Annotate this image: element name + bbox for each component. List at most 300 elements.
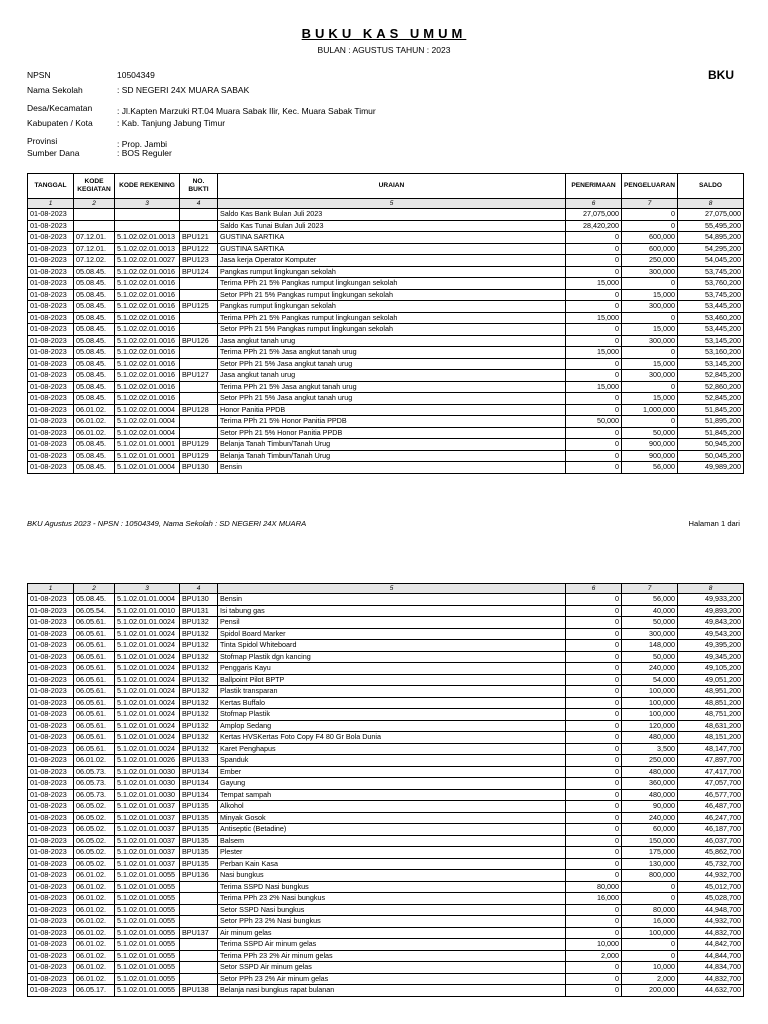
receipt-no-cell: BPU137 — [180, 927, 218, 939]
description-cell: Nasi bungkus — [218, 870, 566, 882]
account-code-cell: 5.1.02.01.01.0024 — [115, 663, 180, 675]
receipt-amount-cell: 0 — [566, 812, 622, 824]
date-cell: 01-08-2023 — [28, 628, 74, 640]
receipt-no-cell — [180, 950, 218, 962]
balance-cell: 51,895,200 — [678, 416, 744, 428]
description-cell: Air minum gelas — [218, 927, 566, 939]
balance-cell: 44,832,700 — [678, 927, 744, 939]
expense-amount-cell: 15,000 — [622, 324, 678, 336]
receipt-no-cell: BPU132 — [180, 709, 218, 721]
balance-cell: 44,932,700 — [678, 870, 744, 882]
description-cell: Belanja nasi bungkus rapat bulanan — [218, 985, 566, 997]
table-row — [28, 893, 744, 905]
activity-code-cell: 05.08.45. — [74, 347, 115, 359]
account-code-cell: 5.1.02.02.01.0016 — [115, 347, 180, 359]
receipt-no-cell — [180, 916, 218, 928]
activity-code-cell: 06.05.61. — [74, 651, 115, 663]
account-code-cell: 5.1.02.02.01.0013 — [115, 232, 180, 244]
date-cell: 01-08-2023 — [28, 416, 74, 428]
description-cell: Spidol Board Marker — [218, 628, 566, 640]
receipt-no-cell — [180, 973, 218, 985]
table-row — [28, 732, 744, 744]
activity-code-cell: 06.01.02. — [74, 416, 115, 428]
description-cell: Stofmap Plastik dgn kancing — [218, 651, 566, 663]
description-cell: Setor SSPD Air minum gelas — [218, 962, 566, 974]
balance-cell: 51,845,200 — [678, 427, 744, 439]
date-cell: 01-08-2023 — [28, 858, 74, 870]
receipt-no-cell — [180, 427, 218, 439]
receipt-amount-cell: 0 — [566, 370, 622, 382]
balance-cell: 49,105,200 — [678, 663, 744, 675]
activity-code-cell: 06.05.73. — [74, 766, 115, 778]
date-cell: 01-08-2023 — [28, 301, 74, 313]
date-cell: 01-08-2023 — [28, 801, 74, 813]
date-cell: 01-08-2023 — [28, 847, 74, 859]
balance-cell: 44,948,700 — [678, 904, 744, 916]
info-value: 10504349 — [117, 70, 155, 80]
activity-code-cell: 06.01.02. — [74, 950, 115, 962]
receipt-amount-cell: 10,000 — [566, 939, 622, 951]
table-row — [28, 266, 744, 278]
description-cell: Terima SSPD Air minum gelas — [218, 939, 566, 951]
page-number: Halaman 1 dari — [688, 519, 740, 528]
account-code-cell: 5.1.02.01.01.0024 — [115, 628, 180, 640]
expense-amount-cell: 50,000 — [622, 427, 678, 439]
table-row — [28, 594, 744, 606]
description-cell: Terima PPh 23 2% Nasi bungkus — [218, 893, 566, 905]
description-cell: Saldo Kas Tunai Bulan Juli 2023 — [218, 220, 566, 232]
balance-cell: 44,832,700 — [678, 973, 744, 985]
description-cell: Bensin — [218, 462, 566, 474]
balance-cell: 49,543,200 — [678, 628, 744, 640]
column-number-row — [28, 584, 744, 594]
expense-amount-cell: 300,000 — [622, 628, 678, 640]
receipt-amount-cell: 0 — [566, 651, 622, 663]
activity-code-cell: 06.05.73. — [74, 778, 115, 790]
receipt-no-cell: BPU132 — [180, 720, 218, 732]
receipt-amount-cell: 0 — [566, 674, 622, 686]
receipt-amount-cell: 0 — [566, 709, 622, 721]
description-cell: Perban Kain Kasa — [218, 858, 566, 870]
receipt-amount-cell: 0 — [566, 628, 622, 640]
account-code-cell: 5.1.02.01.01.0024 — [115, 720, 180, 732]
table-row — [28, 462, 744, 474]
account-code-cell: 5.1.02.01.01.0024 — [115, 686, 180, 698]
receipt-no-cell — [180, 881, 218, 893]
receipt-no-cell: BPU135 — [180, 801, 218, 813]
column-number: 5 — [218, 584, 566, 594]
description-cell: Terima PPh 21 5% Pangkas rumput lingkungan sekolah — [218, 278, 566, 290]
balance-cell: 44,932,700 — [678, 916, 744, 928]
expense-amount-cell: 240,000 — [622, 663, 678, 675]
description-cell: Pensil — [218, 617, 566, 629]
table-row — [28, 450, 744, 462]
expense-amount-cell: 480,000 — [622, 789, 678, 801]
balance-cell: 53,460,200 — [678, 312, 744, 324]
account-code-cell: 5.1.02.02.01.0027 — [115, 255, 180, 267]
account-code-cell: 5.1.02.01.01.0037 — [115, 858, 180, 870]
column-number: 3 — [115, 199, 180, 209]
info-value: : BOS Reguler — [117, 148, 172, 158]
page-title: BUKU KAS UMUM — [301, 26, 467, 41]
balance-cell: 54,295,200 — [678, 243, 744, 255]
receipt-no-cell: BPU132 — [180, 628, 218, 640]
account-code-cell: 5.1.02.01.01.0037 — [115, 801, 180, 813]
receipt-no-cell: BPU134 — [180, 778, 218, 790]
activity-code-cell: 06.05.02. — [74, 812, 115, 824]
activity-code-cell: 06.01.02. — [74, 870, 115, 882]
description-cell: Pangkas rumput lingkungan sekolah — [218, 266, 566, 278]
receipt-amount-cell: 0 — [566, 962, 622, 974]
expense-amount-cell: 2,000 — [622, 973, 678, 985]
account-code-cell: 5.1.02.01.01.0055 — [115, 870, 180, 882]
description-cell: Kertas HVSKertas Foto Copy F4 80 Gr Bola Dunia — [218, 732, 566, 744]
description-cell: Alkohol — [218, 801, 566, 813]
expense-amount-cell: 80,000 — [622, 904, 678, 916]
description-cell: Jasa angkut tanah urug — [218, 335, 566, 347]
activity-code-cell: 05.08.45. — [74, 301, 115, 313]
receipt-no-cell — [180, 893, 218, 905]
activity-code-cell: 05.08.45. — [74, 266, 115, 278]
expense-amount-cell: 300,000 — [622, 301, 678, 313]
receipt-amount-cell: 0 — [566, 801, 622, 813]
column-header: KODE REKENING — [115, 174, 180, 199]
table-row — [28, 778, 744, 790]
date-cell: 01-08-2023 — [28, 220, 74, 232]
table-header-row — [28, 174, 744, 199]
description-cell: Setor PPh 23 2% Nasi bungkus — [218, 916, 566, 928]
receipt-amount-cell: 0 — [566, 766, 622, 778]
balance-cell: 48,851,200 — [678, 697, 744, 709]
activity-code-cell: 06.05.61. — [74, 663, 115, 675]
expense-amount-cell: 148,000 — [622, 640, 678, 652]
balance-cell: 47,057,700 — [678, 778, 744, 790]
activity-code-cell: 06.05.61. — [74, 686, 115, 698]
balance-cell: 54,045,200 — [678, 255, 744, 267]
account-code-cell: 5.1.02.02.01.0016 — [115, 301, 180, 313]
description-cell: Tinta Spidol Whiteboard — [218, 640, 566, 652]
activity-code-cell: 06.05.61. — [74, 720, 115, 732]
receipt-amount-cell: 80,000 — [566, 881, 622, 893]
balance-cell: 53,145,200 — [678, 335, 744, 347]
balance-cell: 52,845,200 — [678, 393, 744, 405]
description-cell: Saldo Kas Bank Bulan Juli 2023 — [218, 209, 566, 221]
activity-code-cell: 05.08.45. — [74, 594, 115, 606]
date-cell: 01-08-2023 — [28, 278, 74, 290]
column-header: URAIAN — [218, 174, 566, 199]
description-cell: Pangkas rumput lingkungan sekolah — [218, 301, 566, 313]
description-cell: Gayung — [218, 778, 566, 790]
receipt-amount-cell: 0 — [566, 927, 622, 939]
activity-code-cell: 06.01.02. — [74, 939, 115, 951]
receipt-no-cell: BPU132 — [180, 732, 218, 744]
activity-code-cell: 05.08.45. — [74, 312, 115, 324]
account-code-cell: 5.1.02.01.01.0055 — [115, 904, 180, 916]
balance-cell: 53,145,200 — [678, 358, 744, 370]
date-cell: 01-08-2023 — [28, 732, 74, 744]
table-row — [28, 255, 744, 267]
receipt-amount-cell: 0 — [566, 324, 622, 336]
date-cell: 01-08-2023 — [28, 893, 74, 905]
table-row — [28, 617, 744, 629]
receipt-no-cell: BPU122 — [180, 243, 218, 255]
activity-code-cell: 06.05.61. — [74, 617, 115, 629]
expense-amount-cell: 100,000 — [622, 927, 678, 939]
description-cell: Bensin — [218, 594, 566, 606]
receipt-amount-cell: 0 — [566, 720, 622, 732]
description-cell: Terima SSPD Nasi bungkus — [218, 881, 566, 893]
account-code-cell: 5.1.02.02.01.0016 — [115, 358, 180, 370]
activity-code-cell: 07.12.01. — [74, 243, 115, 255]
receipt-no-cell — [180, 209, 218, 221]
receipt-no-cell — [180, 220, 218, 232]
account-code-cell: 5.1.02.01.01.0037 — [115, 847, 180, 859]
receipt-no-cell: BPU131 — [180, 605, 218, 617]
ledger-table-page-2 — [27, 583, 744, 997]
expense-amount-cell: 300,000 — [622, 370, 678, 382]
balance-cell: 48,951,200 — [678, 686, 744, 698]
balance-cell: 49,989,200 — [678, 462, 744, 474]
receipt-amount-cell: 0 — [566, 427, 622, 439]
balance-cell: 45,862,700 — [678, 847, 744, 859]
expense-amount-cell: 40,000 — [622, 605, 678, 617]
receipt-amount-cell: 15,000 — [566, 381, 622, 393]
description-cell: Tempat sampah — [218, 789, 566, 801]
expense-amount-cell: 200,000 — [622, 985, 678, 997]
activity-code-cell: 05.08.45. — [74, 393, 115, 405]
description-cell: Karet Penghapus — [218, 743, 566, 755]
activity-code-cell: 06.01.02. — [74, 962, 115, 974]
table-row — [28, 801, 744, 813]
receipt-no-cell: BPU134 — [180, 766, 218, 778]
activity-code-cell: 06.05.54. — [74, 605, 115, 617]
activity-code-cell: 06.05.61. — [74, 709, 115, 721]
expense-amount-cell: 900,000 — [622, 450, 678, 462]
info-label: Kabupaten / Kota — [27, 118, 93, 128]
account-code-cell: 5.1.02.02.01.0004 — [115, 416, 180, 428]
activity-code-cell: 05.08.45. — [74, 439, 115, 451]
table-row — [28, 404, 744, 416]
table-row — [28, 289, 744, 301]
description-cell: Setor PPh 21 5% Jasa angkut tanah urug — [218, 358, 566, 370]
receipt-no-cell — [180, 939, 218, 951]
account-code-cell: 5.1.02.01.01.0024 — [115, 651, 180, 663]
date-cell: 01-08-2023 — [28, 985, 74, 997]
activity-code-cell: 06.01.02. — [74, 973, 115, 985]
page-subtitle: BULAN : AGUSTUS TAHUN : 2023 — [317, 45, 451, 55]
receipt-amount-cell: 15,000 — [566, 312, 622, 324]
activity-code-cell: 06.05.61. — [74, 732, 115, 744]
table-row — [28, 916, 744, 928]
receipt-amount-cell: 0 — [566, 835, 622, 847]
receipt-amount-cell: 15,000 — [566, 278, 622, 290]
account-code-cell: 5.1.02.02.01.0016 — [115, 312, 180, 324]
receipt-no-cell — [180, 381, 218, 393]
expense-amount-cell: 0 — [622, 416, 678, 428]
date-cell: 01-08-2023 — [28, 789, 74, 801]
expense-amount-cell: 50,000 — [622, 617, 678, 629]
account-code-cell: 5.1.02.02.01.0016 — [115, 381, 180, 393]
date-cell: 01-08-2023 — [28, 927, 74, 939]
info-value: : Jl.Kapten Marzuki RT.04 Muara Sabak Ilir, Kec. Muara Sabak Timur — [117, 106, 376, 116]
account-code-cell: 5.1.02.01.01.0030 — [115, 766, 180, 778]
balance-cell: 53,445,200 — [678, 324, 744, 336]
expense-amount-cell: 60,000 — [622, 824, 678, 836]
receipt-amount-cell: 0 — [566, 870, 622, 882]
balance-cell: 48,751,200 — [678, 709, 744, 721]
description-cell: Belanja Tanah Timbun/Tanah Urug — [218, 450, 566, 462]
receipt-amount-cell: 0 — [566, 663, 622, 675]
activity-code-cell: 06.05.02. — [74, 824, 115, 836]
column-number: 8 — [678, 199, 744, 209]
account-code-cell: 5.1.02.01.01.0055 — [115, 950, 180, 962]
account-code-cell: 5.1.02.01.01.0055 — [115, 985, 180, 997]
date-cell: 01-08-2023 — [28, 778, 74, 790]
date-cell: 01-08-2023 — [28, 973, 74, 985]
table-row — [28, 904, 744, 916]
expense-amount-cell: 175,000 — [622, 847, 678, 859]
receipt-no-cell: BPU130 — [180, 462, 218, 474]
column-number: 2 — [74, 584, 115, 594]
receipt-amount-cell: 0 — [566, 916, 622, 928]
info-value: : Kab. Tanjung Jabung Timur — [117, 118, 226, 128]
activity-code-cell: 06.05.61. — [74, 743, 115, 755]
date-cell: 01-08-2023 — [28, 450, 74, 462]
table-row — [28, 232, 744, 244]
activity-code-cell: 06.05.61. — [74, 640, 115, 652]
receipt-no-cell: BPU135 — [180, 858, 218, 870]
receipt-no-cell — [180, 347, 218, 359]
receipt-amount-cell: 0 — [566, 450, 622, 462]
account-code-cell: 5.1.02.01.01.0055 — [115, 962, 180, 974]
expense-amount-cell: 3,500 — [622, 743, 678, 755]
receipt-amount-cell: 0 — [566, 789, 622, 801]
info-value: : Prop. Jambi — [117, 139, 168, 149]
description-cell: Antiseptic (Betadine) — [218, 824, 566, 836]
table-row — [28, 847, 744, 859]
date-cell: 01-08-2023 — [28, 881, 74, 893]
description-cell: Setor PPh 21 5% Pangkas rumput lingkungan sekolah — [218, 289, 566, 301]
balance-cell: 48,147,700 — [678, 743, 744, 755]
balance-cell: 48,151,200 — [678, 732, 744, 744]
column-number: 4 — [180, 199, 218, 209]
balance-cell: 49,395,200 — [678, 640, 744, 652]
receipt-amount-cell: 0 — [566, 605, 622, 617]
info-label: Desa/Kecamatan — [27, 103, 93, 113]
balance-cell: 46,187,700 — [678, 824, 744, 836]
receipt-amount-cell: 0 — [566, 617, 622, 629]
description-cell: Plester — [218, 847, 566, 859]
expense-amount-cell: 0 — [622, 881, 678, 893]
account-code-cell: 5.1.02.02.01.0016 — [115, 266, 180, 278]
receipt-no-cell: BPU132 — [180, 663, 218, 675]
expense-amount-cell: 480,000 — [622, 732, 678, 744]
account-code-cell: 5.1.02.01.01.0055 — [115, 881, 180, 893]
account-code-cell: 5.1.02.01.01.0055 — [115, 939, 180, 951]
expense-amount-cell: 600,000 — [622, 232, 678, 244]
receipt-amount-cell: 0 — [566, 697, 622, 709]
activity-code-cell: 06.05.17. — [74, 985, 115, 997]
date-cell: 01-08-2023 — [28, 709, 74, 721]
table-row — [28, 335, 744, 347]
column-number: 8 — [678, 584, 744, 594]
receipt-no-cell — [180, 393, 218, 405]
table-row — [28, 278, 744, 290]
account-code-cell — [115, 209, 180, 221]
date-cell: 01-08-2023 — [28, 950, 74, 962]
expense-amount-cell: 600,000 — [622, 243, 678, 255]
column-number-row — [28, 199, 744, 209]
date-cell: 01-08-2023 — [28, 232, 74, 244]
receipt-no-cell: BPU132 — [180, 686, 218, 698]
table-row — [28, 870, 744, 882]
balance-cell: 49,345,200 — [678, 651, 744, 663]
receipt-amount-cell: 28,420,200 — [566, 220, 622, 232]
table-row — [28, 985, 744, 997]
table-row — [28, 835, 744, 847]
page-footer-text: BKU Agustus 2023 - NPSN : 10504349, Nama Sekolah : SD NEGERI 24X MUARA — [27, 519, 307, 528]
table-row — [28, 640, 744, 652]
table-row — [28, 812, 744, 824]
date-cell: 01-08-2023 — [28, 266, 74, 278]
receipt-amount-cell: 0 — [566, 594, 622, 606]
table-row — [28, 686, 744, 698]
date-cell: 01-08-2023 — [28, 324, 74, 336]
expense-amount-cell: 0 — [622, 347, 678, 359]
ledger-table-page-1 — [27, 173, 744, 474]
date-cell: 01-08-2023 — [28, 766, 74, 778]
date-cell: 01-08-2023 — [28, 427, 74, 439]
receipt-no-cell: BPU129 — [180, 439, 218, 451]
expense-amount-cell: 56,000 — [622, 594, 678, 606]
receipt-amount-cell: 0 — [566, 778, 622, 790]
table-row — [28, 709, 744, 721]
balance-cell: 27,075,000 — [678, 209, 744, 221]
activity-code-cell: 06.05.02. — [74, 835, 115, 847]
table-row — [28, 789, 744, 801]
receipt-amount-cell: 27,075,000 — [566, 209, 622, 221]
activity-code-cell: 05.08.45. — [74, 450, 115, 462]
balance-cell: 46,487,700 — [678, 801, 744, 813]
expense-amount-cell: 300,000 — [622, 335, 678, 347]
balance-cell: 53,745,200 — [678, 289, 744, 301]
balance-cell: 46,037,700 — [678, 835, 744, 847]
date-cell: 01-08-2023 — [28, 904, 74, 916]
expense-amount-cell: 120,000 — [622, 720, 678, 732]
date-cell: 01-08-2023 — [28, 962, 74, 974]
receipt-amount-cell: 0 — [566, 243, 622, 255]
receipt-amount-cell: 0 — [566, 858, 622, 870]
activity-code-cell — [74, 209, 115, 221]
account-code-cell: 5.1.02.01.01.0055 — [115, 927, 180, 939]
expense-amount-cell: 1,000,000 — [622, 404, 678, 416]
date-cell: 01-08-2023 — [28, 870, 74, 882]
expense-amount-cell: 0 — [622, 209, 678, 221]
activity-code-cell: 06.05.73. — [74, 789, 115, 801]
expense-amount-cell: 10,000 — [622, 962, 678, 974]
date-cell: 01-08-2023 — [28, 393, 74, 405]
receipt-no-cell — [180, 962, 218, 974]
expense-amount-cell: 56,000 — [622, 462, 678, 474]
date-cell: 01-08-2023 — [28, 439, 74, 451]
date-cell: 01-08-2023 — [28, 335, 74, 347]
expense-amount-cell: 800,000 — [622, 870, 678, 882]
account-code-cell: 5.1.02.01.01.0024 — [115, 743, 180, 755]
table-row — [28, 651, 744, 663]
balance-cell: 46,577,700 — [678, 789, 744, 801]
table-row — [28, 628, 744, 640]
expense-amount-cell: 15,000 — [622, 393, 678, 405]
